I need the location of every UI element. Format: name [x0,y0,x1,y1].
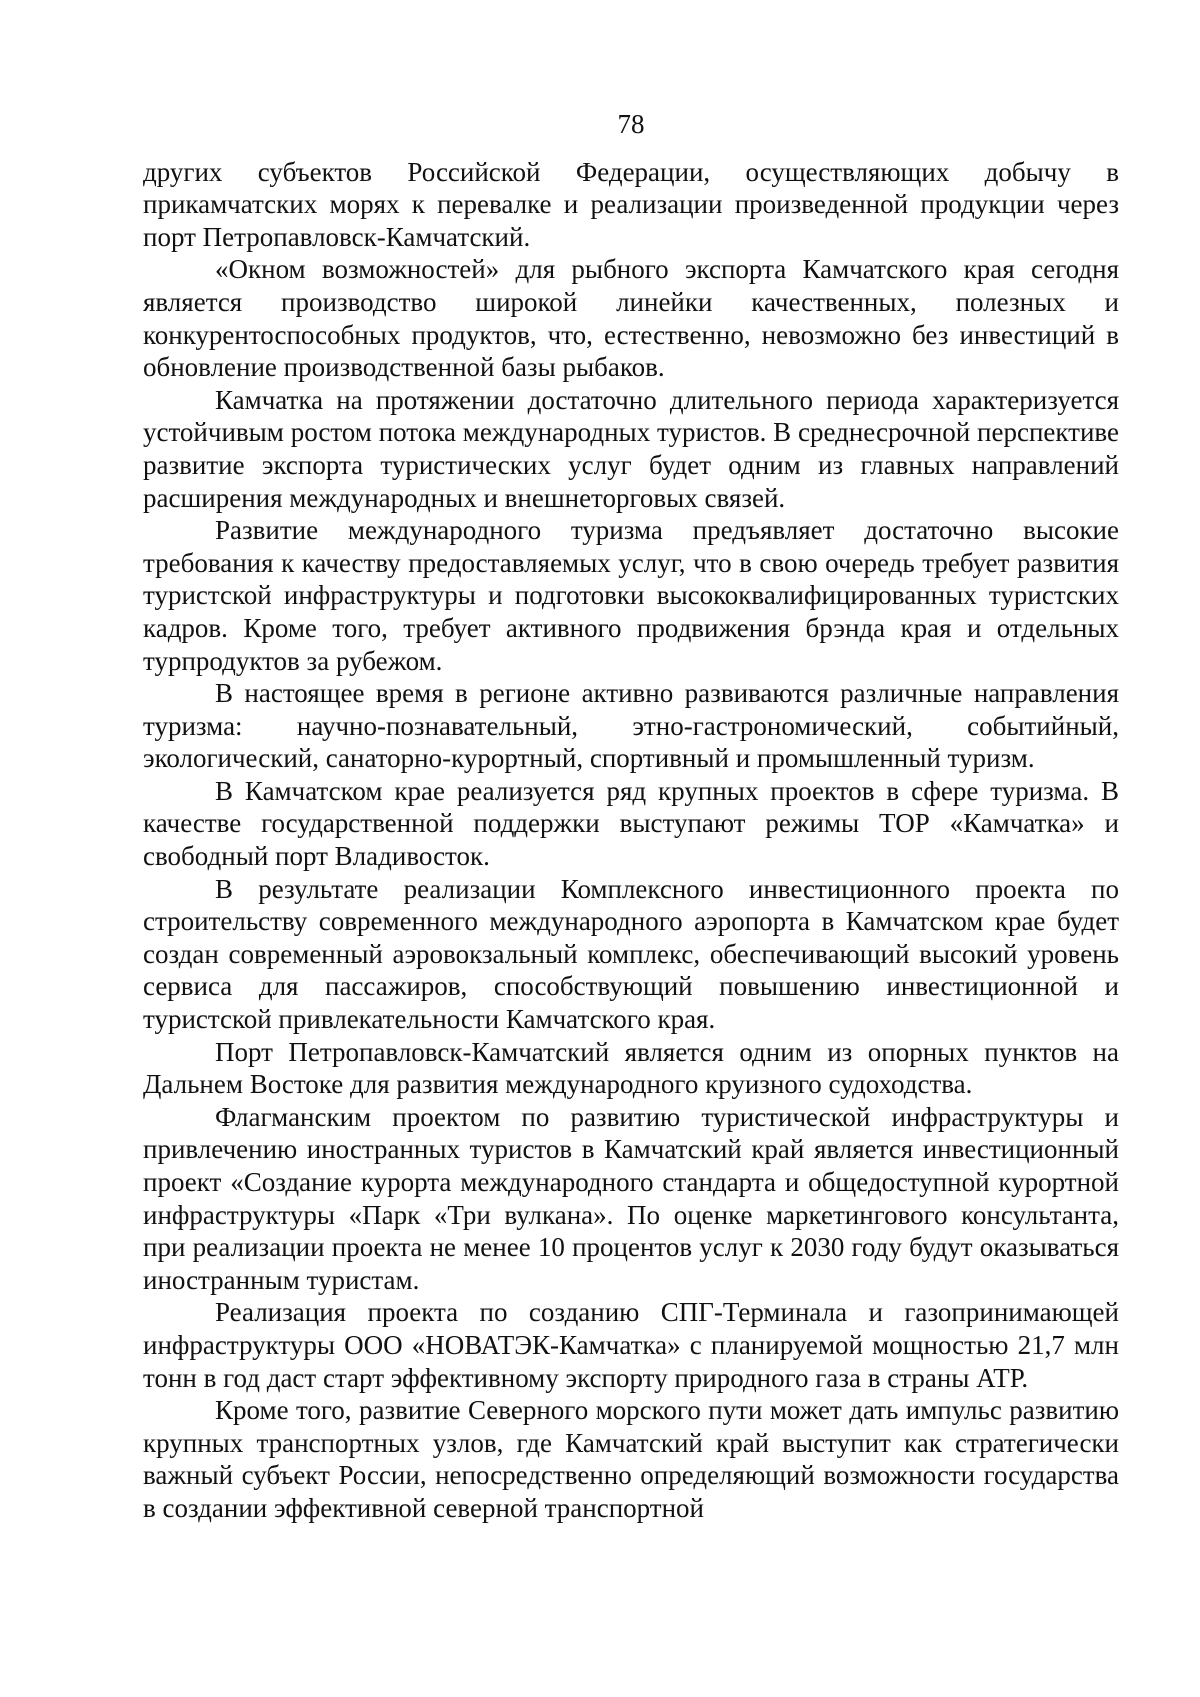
paragraph-airport-project: В результате реализации Комплексного инвестиционного проекта по строительству современного международного аэропорта в Камчатском крае будет создан современный аэровокзальный комплекс, обеспечивающий высокий уровень сервиса для пассажиров, способствующий повышению инвестиционной и туристской привлекательности Камчатского края. [143,873,1119,1035]
paragraph-lng-terminal: Реализация проекта по созданию СПГ-Терминала и газопринимающей инфраструктуры ООО «НОВАТЭК-Камчатка» с планируемой мощностью 21,7 млн тонн в год даст старт эффективному экспорту природного газа в страны АТР. [143,1297,1119,1393]
paragraph-northern-sea-route: Кроме того, развитие Северного морского пути может дать импульс развитию крупных транспортных узлов, где Камчатский край выступит как стратегически важный субъект России, непосредственно определяющий возможности государства в создании эффективной северной транспортной [143,1395,1119,1523]
paragraph-tourism-projects: В Камчатском крае реализуется ряд крупных проектов в сфере туризма. В качестве государственной поддержки выступают режимы ТОР «Камчатка» и свободный порт Владивосток. [143,775,1119,872]
page-number: 78 [617,109,645,139]
paragraph-three-volcanoes-park: Флагманским проектом по развитию туристической инфраструктуры и привлечению иностранных туристов в Камчатский край является инвестиционный проект «Создание курорта международного стандарта и общедоступной курортной инфраструктуры «Парк «Три вулкана». По оценке маркетингового консультанта, при реализации проекта не менее 10 процентов услуг к 2030 году будут оказываться иностранным туристам. [143,1101,1119,1295]
paragraph-continuation: других субъектов Российской Федерации, осуществляющих добычу в прикамчатских морях к перевалке и реализации произведенной продукции через порт Петропавловск-Камчатский. [143,156,1119,252]
document-page [143,108,1119,1525]
paragraph-international-tourism: Развитие международного туризма предъявляет достаточно высокие требования к качеству предоставляемых услуг, что в свою очередь требует развития туристской инфраструктуры и подготовки высококвалифицированных туристских кадров. Кроме того, требует активного продвижения брэнда края и отдельных турпродуктов за рубежом. [143,515,1119,676]
paragraph-fish-export: «Окном возможностей» для рыбного экспорта Камчатского края сегодня является производство широкой линейки качественных, полезных и конкурентоспособных продуктов, что, естественно, невозможно без инвестиций в обновление производственной базы рыбаков. [143,254,1119,383]
paragraph-tourism-directions: В настоящее время в регионе активно развиваются различные направления туризма: научно-познавательный, этно-гастрономический, событийный, экологический, санаторно-курортный, спортивный и промышленный туризм. [143,678,1119,774]
paragraph-cruise-port: Порт Петропавловск-Камчатский является одним из опорных пунктов на Дальнем Востоке для развития международного круизного судоходства. [143,1036,1119,1100]
paragraph-kamchatka-tourists: Камчатка на протяжении достаточно длительного периода характеризуется устойчивым ростом потока международных туристов. В среднесрочной перспективе развитие экспорта туристических услуг будет одним из главных направлений расширения международных и внешнеторговых связей. [143,384,1119,513]
